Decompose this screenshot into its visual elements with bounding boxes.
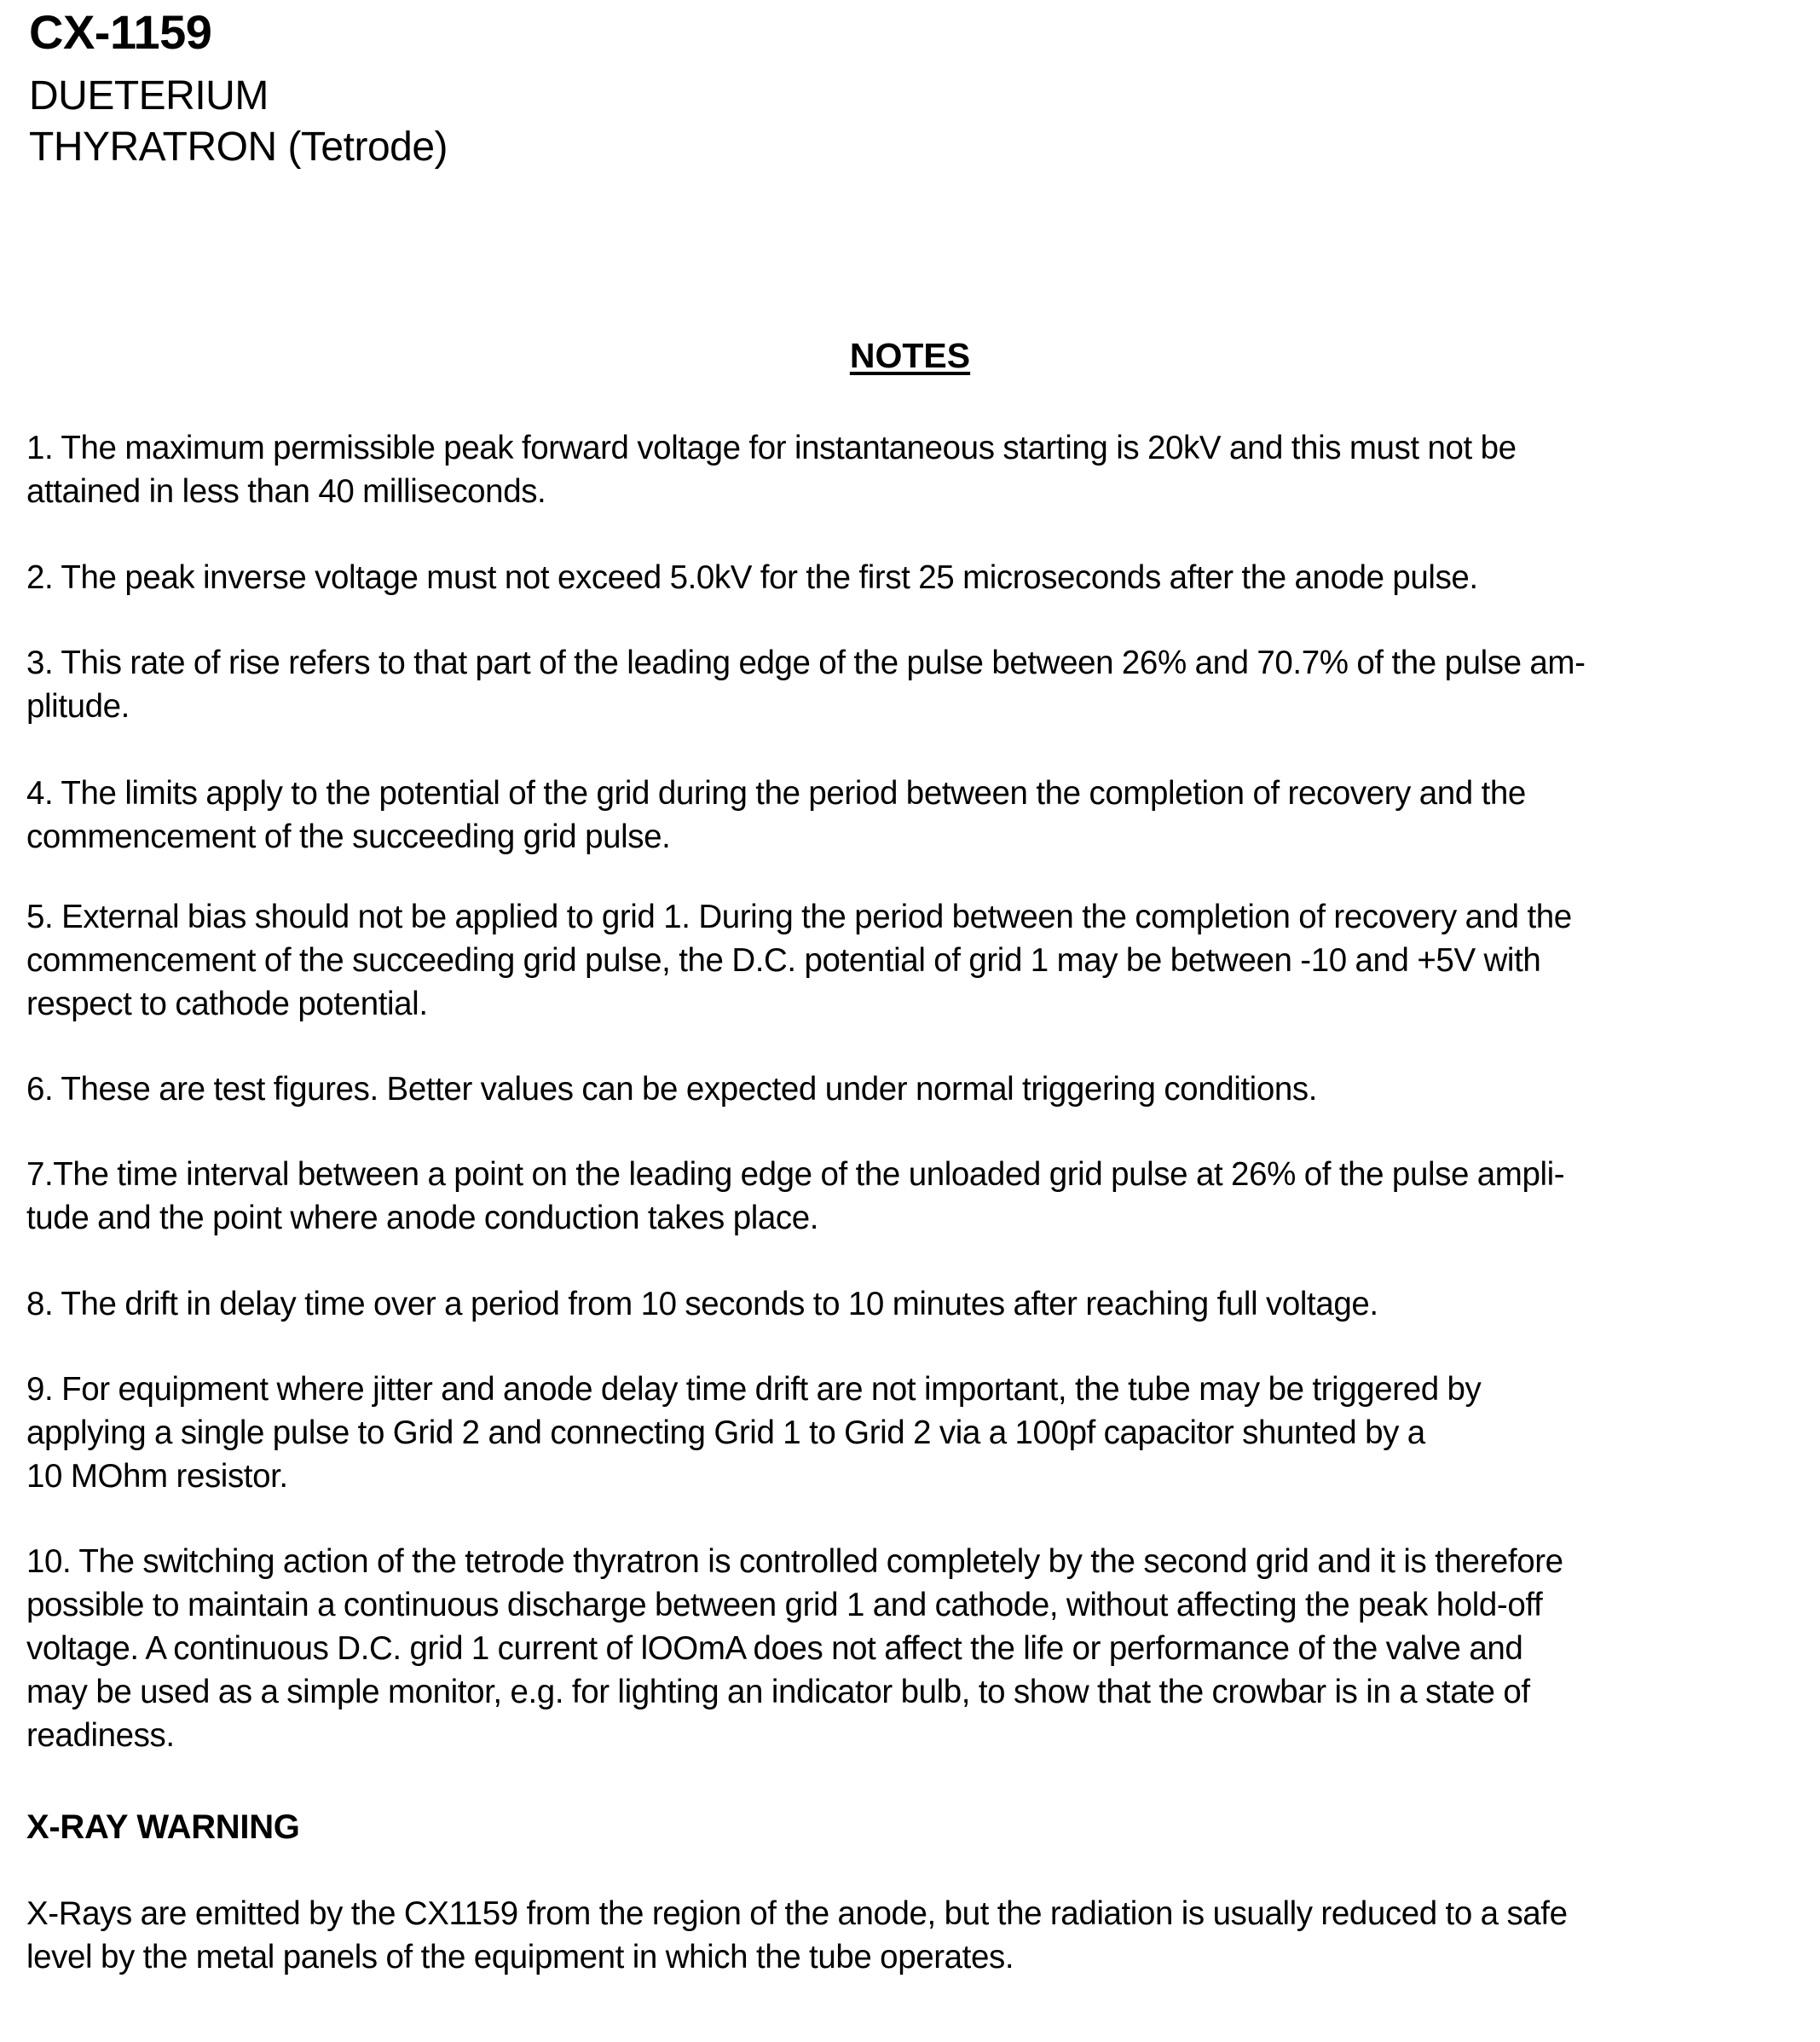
note-1-line-1: 1. The maximum permissible peak forward voltage for instantaneous starting is 20kV and this must not be bbox=[26, 430, 1517, 466]
note-9 bbox=[26, 1368, 1782, 1498]
note-9-line-3: 10 MOhm resistor. bbox=[26, 1458, 288, 1495]
note-8-line-1: 8. The drift in delay time over a period from 10 seconds to 10 minutes after reaching full voltage. bbox=[26, 1286, 1378, 1322]
note-10-line-1: 10. The switching action of the tetrode thyratron is controlled completely by the second grid and it is therefore bbox=[26, 1543, 1563, 1580]
note-10-line-5: readiness. bbox=[26, 1717, 175, 1754]
note-5-line-3: respect to cathode potential. bbox=[26, 986, 428, 1022]
note-2 bbox=[26, 556, 1782, 599]
note-10-line-2: possible to maintain a continuous discharge between grid 1 and cathode, without affecting the peak hold-off bbox=[26, 1587, 1543, 1623]
note-8 bbox=[26, 1282, 1782, 1326]
document-subtitle-line-1: DUETERIUM bbox=[29, 73, 269, 119]
note-2-line-1: 2. The peak inverse voltage must not exceed 5.0kV for the first 25 microseconds after the anode pulse. bbox=[26, 559, 1478, 596]
note-4-line-2: commencement of the succeeding grid pulse. bbox=[26, 819, 671, 855]
note-10-line-4: may be used as a simple monitor, e.g. for lighting an indicator bulb, to show that the crowbar is in a state of bbox=[26, 1674, 1530, 1710]
note-6-line-1: 6. These are test figures. Better values can be expected under normal triggering conditions. bbox=[26, 1071, 1317, 1108]
note-6 bbox=[26, 1067, 1782, 1111]
xray-warning-line-1: X-Rays are emitted by the CX1159 from the region of the anode, but the radiation is usually reduced to a safe bbox=[26, 1895, 1568, 1932]
note-10-line-3: voltage. A continuous D.C. grid 1 current of lOOmA does not affect the life or performance of the valve and bbox=[26, 1630, 1523, 1667]
note-4-line-1: 4. The limits apply to the potential of the grid during the period between the completion of recovery and the bbox=[26, 775, 1526, 812]
note-3-line-1: 3. This rate of rise refers to that part of the leading edge of the pulse between 26% and 70.7% of the pulse am- bbox=[26, 645, 1586, 681]
note-9-line-2: applying a single pulse to Grid 2 and connecting Grid 1 to Grid 2 via a 100pf capacitor shunted by a bbox=[26, 1414, 1425, 1451]
note-4 bbox=[26, 772, 1782, 859]
note-5-line-1: 5. External bias should not be applied to grid 1. During the period between the completion of recovery and the bbox=[26, 899, 1572, 935]
notes-heading: NOTES bbox=[849, 336, 971, 375]
note-3-line-2: plitude. bbox=[26, 688, 130, 725]
note-7-line-1: 7.The time interval between a point on the leading edge of the unloaded grid pulse at 26% of the pulse ampli- bbox=[26, 1156, 1565, 1193]
xray-warning-text bbox=[26, 1892, 1782, 1979]
note-10 bbox=[26, 1540, 1782, 1757]
document-subtitle-line-2: THYRATRON (Tetrode) bbox=[29, 124, 448, 170]
xray-warning-heading: X-RAY WARNING bbox=[26, 1808, 300, 1846]
note-7-line-2: tude and the point where anode conduction takes place. bbox=[26, 1200, 819, 1236]
note-3 bbox=[26, 641, 1782, 728]
note-9-line-1: 9. For equipment where jitter and anode delay time drift are not important, the tube may be triggered by bbox=[26, 1371, 1482, 1408]
note-1 bbox=[26, 426, 1782, 513]
note-7 bbox=[26, 1153, 1782, 1240]
note-1-line-2: attained in less than 40 milliseconds. bbox=[26, 473, 546, 510]
xray-warning-line-2: level by the metal panels of the equipment in which the tube operates. bbox=[26, 1939, 1014, 1975]
document-id: CX-1159 bbox=[29, 5, 212, 59]
note-5 bbox=[26, 895, 1782, 1026]
note-5-line-2: commencement of the succeeding grid pulse, the D.C. potential of grid 1 may be between -10 and +5V with bbox=[26, 942, 1541, 979]
